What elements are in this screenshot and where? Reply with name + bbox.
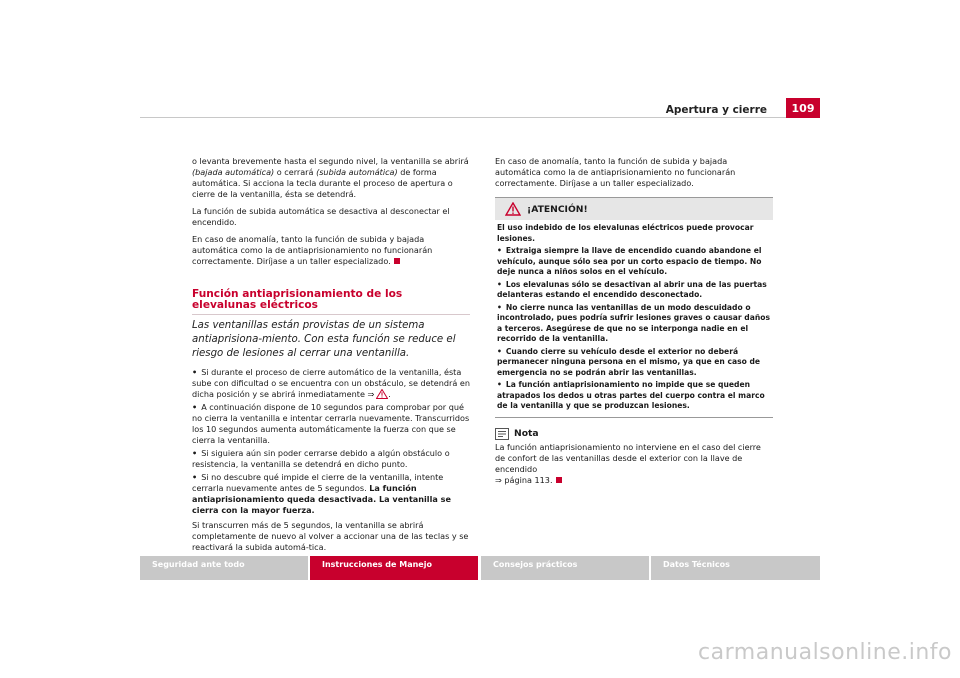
text: A continuación dispone de 10 segundos para comprobar por qué no cierra la ventanilla e intentar cerrarla nuevamente. Transcurridos los 10 segundos aumenta automáticamente la fuerza con que se cierra la ventanilla. [192, 402, 470, 445]
note-icon [495, 428, 509, 440]
bullet-item [192, 402, 472, 446]
bullet-icon: • [192, 367, 198, 377]
section-heading: Función antiaprisionamiento de los elevalunas eléctricos [192, 289, 470, 315]
warning-item [497, 303, 773, 345]
warning-title: ¡ATENCIÓN! [527, 203, 588, 215]
text: Si no descubre qué impide el cierre de la ventanilla, intente cerrarla nuevamente antes de 5 segundos. [192, 472, 444, 493]
text: Extraiga siempre la llave de encendido cuando abandone el vehículo, aunque sólo sea por un corto espacio de tiempo. No deje nunca a niños solos en el vehículo. [497, 246, 762, 276]
warning-triangle-icon[interactable] [376, 389, 388, 399]
left-column [192, 156, 472, 559]
page-number: 109 [786, 98, 820, 118]
warning-item [497, 347, 773, 379]
warning-lead: El uso indebido de los elevalunas eléctricos puede provocar lesiones. [497, 223, 754, 243]
note-header [495, 428, 773, 440]
warning-item [497, 246, 773, 278]
bullet-icon: • [497, 246, 502, 255]
text: No cierre nunca las ventanillas de un modo descuidado o incontrolado, pues podría sufrir lesiones graves o causar daños a terceros. Asegúrese de que no se interponga nadie en el recorrido de la ventanilla. [497, 302, 770, 343]
text: o levanta brevemente hasta el segundo nivel, la ventanilla se abrirá [192, 156, 469, 166]
end-mark-icon [556, 477, 562, 483]
paragraph [192, 234, 472, 267]
warning-triangle-icon [505, 202, 521, 216]
warning-item [497, 380, 773, 412]
bullet-icon: • [497, 346, 502, 356]
header-rule [140, 117, 820, 118]
text: En caso de anomalía, tanto la función de subida y bajada automática como la de antiaprisionamiento no funcionarán correctamente. Diríjase a un taller especializado. [192, 234, 433, 266]
bullet-icon: • [497, 380, 502, 389]
bold-text: La función antiaprisionamiento queda desactivada. La ventanilla se cierra con la mayor fuerza. [192, 483, 451, 515]
bullet-icon: • [192, 402, 198, 412]
text: de forma automática. Si acciona la tecla durante el proceso de apertura o cierre de la ventanilla, ésta se detendrá. [192, 167, 453, 199]
bullet-item [192, 472, 472, 516]
text: Si durante el proceso de cierre automático de la ventanilla, ésta sube con dificultad o se encuentra con un obstáculo, se detendrá en dicha posición y se abrirá inmediatamente ⇒ [192, 367, 471, 399]
footer-tab-instrucciones[interactable]: Instrucciones de Manejo [310, 556, 478, 580]
text: La función antiaprisionamiento no interviene en el caso del cierre de confort de las ventanillas desde el exterior con la llave de encendido [495, 441, 761, 474]
text: Los elevalunas sólo se desactivan al abrir una de las puertas delanteras estando el encendido desconectado. [497, 279, 767, 299]
bullet-icon: • [497, 279, 502, 289]
section-intro: Las ventanillas están provistas de un sistema antiaprisiona-miento. Con esta función se reduce el riesgo de lesiones al cerrar una ventanilla. [192, 320, 456, 359]
footer-tab-consejos[interactable]: Consejos prácticos [481, 556, 649, 580]
paragraph [192, 156, 472, 200]
text: o cerrará [274, 167, 317, 177]
bullet-icon: • [192, 472, 198, 482]
warning-box [495, 197, 773, 418]
text: Cuando cierre su vehículo desde el exterior no deberá permanecer ninguna persona en el mismo, ya que en caso de emergencia no se podrán abrir las ventanillas. [497, 346, 761, 377]
text: La función antiaprisionamiento no impide que se queden atrapados los dedos u otras partes del cuerpo contra el marco de la ventanilla y que se produzcan lesiones. [497, 380, 765, 410]
footer-tab-datos[interactable]: Datos Técnicos [651, 556, 820, 580]
bullet-icon: • [192, 448, 198, 458]
page-header-title: Apertura y cierre [665, 104, 767, 116]
end-mark-icon [394, 258, 400, 264]
warning-header [495, 198, 773, 220]
bullet-item [192, 448, 472, 470]
footer-tab-seguridad[interactable]: Seguridad ante todo [140, 556, 308, 580]
watermark: carmanualsonline.info [698, 640, 952, 665]
bullet-icon: • [497, 302, 502, 312]
italic-text: (subida automática) [316, 167, 398, 177]
paragraph: La función de subida automática se desactiva al desconectar el encendido. [192, 206, 450, 227]
page-reference-link[interactable]: ⇒ página 113. [495, 474, 553, 485]
note-text [495, 442, 773, 486]
note-title: Nota [514, 428, 539, 439]
italic-text: (bajada automática) [192, 167, 275, 177]
paragraph: En caso de anomalía, tanto la función de subida y bajada automática como la de antiaprisionamiento no funcionarán correctamente. Diríjase a un taller especializado. [495, 156, 736, 188]
paragraph: Si transcurren más de 5 segundos, la ventanilla se abrirá completamente de nuevo al volver a accionar una de las teclas y se reactivará la subida automá-tica. [192, 520, 469, 552]
text: Si siguiera aún sin poder cerrarse debido a algún obstáculo o resistencia, la ventanilla se detendrá en dicho punto. [192, 448, 450, 469]
bullet-item: • Si durante el proceso de cierre automático de la ventanilla, ésta sube con dificultad o se encuentra con un obstáculo, se detendrá en dicha posición y se abrirá inmediatamente ⇒ . [192, 367, 471, 399]
warning-item [497, 280, 773, 301]
right-column [495, 156, 773, 492]
